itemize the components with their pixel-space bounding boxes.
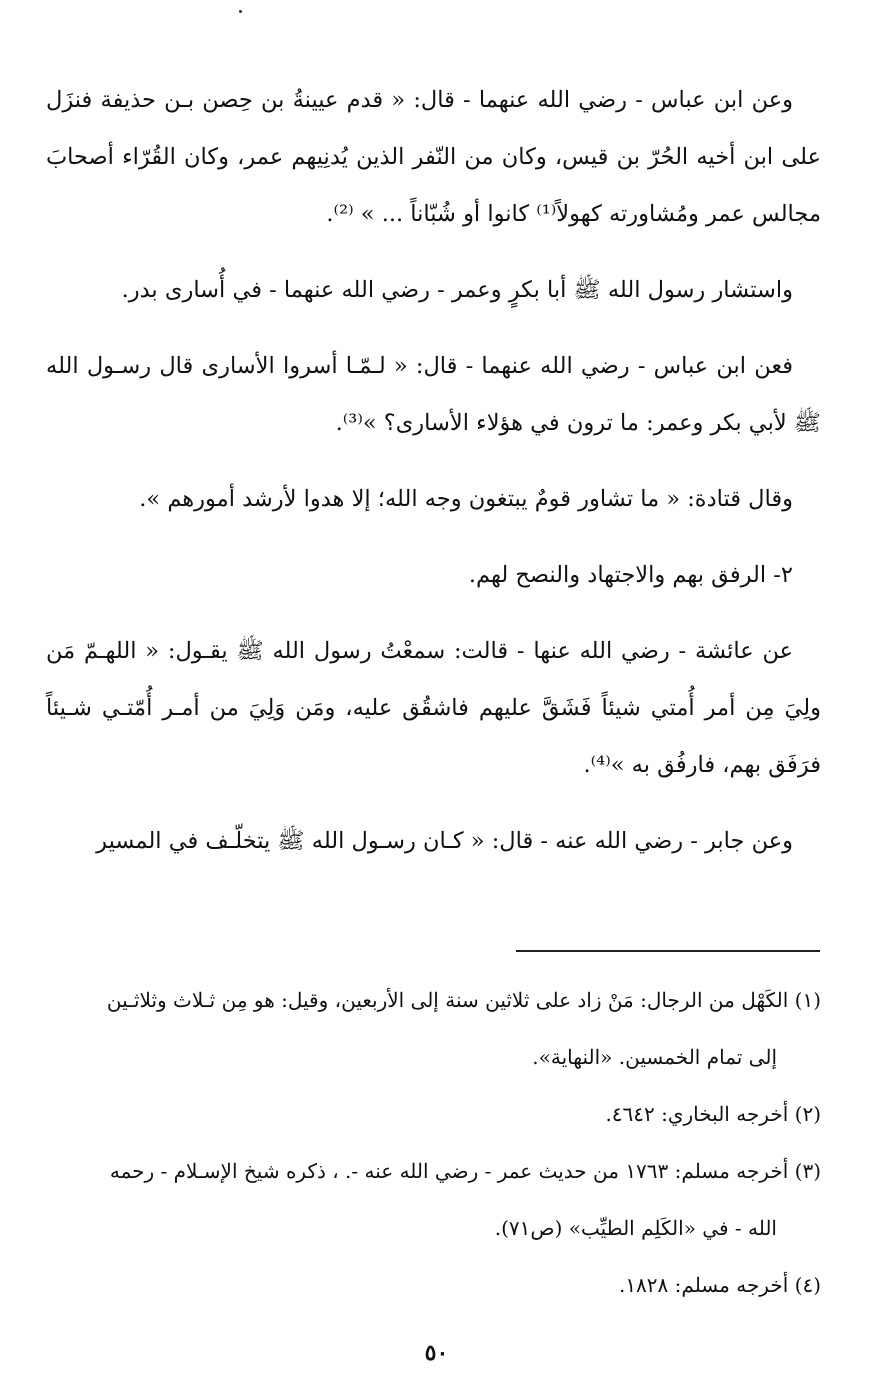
footnote-marker: (١) [794,988,821,1012]
paragraph-ibn-abbas-uyaynah: وعن ابن عباس - رضي الله عنهما - قال: « قدم عيينةُ بن حِصن بـن حذيفة فنزَل على ابن أخيه الحُرّ بن قيس، وكان من النّفر الذين يُدنِيهم عمر، وكان القُرّاء أصحابَ مجالس عمر ومُشاورته كهولاً⁽¹⁾ كانوا أو شُبّاناً ... » ⁽²⁾. [46,87,821,227]
footnote-text: أخرجه مسلم: ١٧٦٣ من حديث عمر - رضي الله عنه -. ، ذكره شيخ الإسـلام - رحمه [109,1159,789,1183]
paragraph-aisha-hadith: عن عائشة - رضي الله عنها - قالت: سمعْتُ رسول الله ﷺ يقـول: « اللهـمّ مَن ولِيَ مِن أمر أُمتي شيئاً فَشَقَّ عليهم فاشقُق عليه، ومَن وَلِيَ من أمـر أُمّتـي شـيئاً فرَفَق بهم، فارفُق به »⁽⁴⁾. [46,638,821,778]
paragraph-consultation-badr: واستشار رسول الله ﷺ أبا بكرٍ وعمر - رضي الله عنهما - في أُسارى بدر. [121,277,793,303]
footnote-text-cont: الله - في «الكَلِم الطيِّب» (ص٧١). [494,1216,777,1240]
footnote-text-cont: إلى تمام الخمسين. «النهاية». [532,1045,777,1069]
footnote-text: أخرجه البخاري: ٤٦٤٢. [605,1102,789,1126]
footnote-text: أخرجه مسلم: ١٨٢٨. [618,1273,789,1297]
footnote-separator [516,950,820,952]
main-text [46,72,821,870]
footnote-3-continuation [46,1200,821,1257]
footnote-1 [46,972,821,1029]
footnote-3 [46,1143,821,1200]
section-heading-gentleness: ٢- الرفق بهم والاجتهاد والنصح لهم. [468,562,793,588]
paragraph-qatadah: وقال قتادة: « ما تشاور قومٌ يبتغون وجه الله؛ إلا هدوا لأرشد أمورهم ». [139,486,793,512]
footnote-1-continuation [46,1029,821,1086]
footnotes [46,972,821,1314]
paragraph-jabir: وعن جابر - رضي الله عنه - قال: « كـان رسـول الله ﷺ يتخلّـف في المسير [96,828,793,854]
footnote-marker: (٣) [794,1159,821,1183]
paragraph-ibn-abbas-captives: فعن ابن عباس - رضي الله عنهما - قال: « لـمّـا أسروا الأسارى قال رسـول الله ﷺ لأبي بكر وعمر: ما ترون في هؤلاء الأسارى؟ »⁽³⁾. [46,353,821,436]
footnote-marker: (٤) [794,1273,821,1297]
footnote-2 [46,1086,821,1143]
footnote-text: الكَهْل من الرجال: مَنْ زاد على ثلاثين سنة إلى الأربعين، وقيل: هو مِن ثـلاث وثلاثـين [106,988,789,1012]
footnote-marker: (٢) [794,1102,821,1126]
page-number: ٥٠ [424,1340,449,1366]
footnote-4 [46,1257,821,1314]
scan-speck [239,10,242,13]
